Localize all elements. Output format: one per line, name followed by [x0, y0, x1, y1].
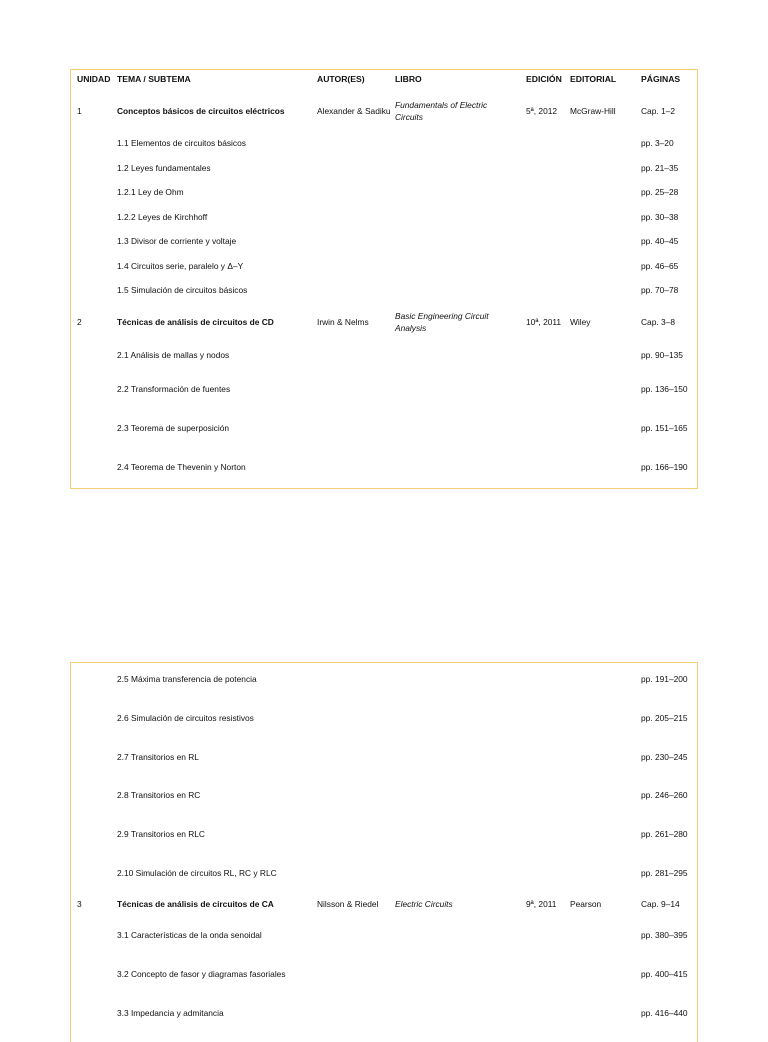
cell-tema: 2.6 Simulación de circuitos resistivos [117, 713, 254, 723]
cell-paginas: pp. 40–45 [641, 236, 679, 246]
subtopic-row [71, 663, 697, 695]
cell-tema: Técnicas de análisis de circuitos de CA [117, 899, 274, 909]
cell-paginas: pp. 205–215 [641, 713, 688, 723]
subtopic-row [71, 699, 697, 737]
cell-autor: Alexander & Sadiku [317, 106, 391, 116]
cell-paginas: pp. 281–295 [641, 868, 688, 878]
cell-tema: 2.5 Máxima transferencia de potencia [117, 674, 257, 684]
table-header [71, 70, 697, 88]
subtopic-row [71, 205, 697, 229]
cell-editorial: Pearson [570, 899, 602, 909]
cell-tema: 1.3 Divisor de corriente y voltaje [117, 236, 237, 246]
cell-paginas: pp. 151–165 [641, 423, 688, 433]
unit-row [71, 304, 697, 340]
cell-editorial: McGraw-Hill [570, 106, 616, 116]
header-editorial: EDITORIAL [570, 74, 617, 84]
header-autor: AUTOR(ES) [317, 74, 365, 84]
header-edicion: EDICIÓN [526, 74, 562, 84]
cell-libro: Electric Circuits [395, 899, 453, 909]
table-page-1 [70, 69, 698, 489]
cell-paginas: pp. 166–190 [641, 462, 688, 472]
header-unidad: UNIDAD [77, 74, 111, 84]
cell-tema: 1.2 Leyes fundamentales [117, 163, 211, 173]
cell-tema: 1.4 Circuitos serie, paralelo y Δ–Y [117, 261, 244, 271]
table-page-2 [70, 662, 698, 1042]
cell-paginas: pp. 230–245 [641, 752, 688, 762]
cell-paginas: pp. 30–38 [641, 212, 679, 222]
cell-tema: 2.7 Transitorios en RL [117, 752, 199, 762]
unit-row [71, 97, 697, 125]
cell-paginas: pp. 25–28 [641, 187, 679, 197]
cell-paginas: pp. 70–78 [641, 285, 679, 295]
subtopic-row [71, 738, 697, 776]
cell-unit: 2 [77, 317, 82, 327]
cell-paginas: pp. 46–65 [641, 261, 679, 271]
cell-tema: 1.1 Elementos de circuitos básicos [117, 138, 246, 148]
subtopic-row [71, 370, 697, 408]
subtopic-row [71, 776, 697, 814]
subtopic-row [71, 448, 697, 486]
cell-paginas: pp. 246–260 [641, 790, 688, 800]
cell-paginas: pp. 261–280 [641, 829, 688, 839]
cell-tema: 1.2.2 Leyes de Kirchhoff [117, 212, 208, 222]
header-libro: LIBRO [395, 74, 422, 84]
subtopic-row [71, 916, 697, 954]
cell-autor: Nilsson & Riedel [317, 899, 379, 909]
cell-tema: 3.2 Concepto de fasor y diagramas fasoriales [117, 969, 286, 979]
cell-tema: 2.2 Transformación de fuentes [117, 384, 231, 394]
subtopic-row [71, 994, 697, 1032]
cell-tema: 2.1 Análisis de mallas y nodos [117, 350, 230, 360]
cell-tema: 2.4 Teorema de Thevenin y Norton [117, 462, 246, 472]
unit-row [71, 893, 697, 915]
cell-edicion: 9ª, 2011 [526, 899, 557, 909]
cell-paginas: pp. 416–440 [641, 1008, 688, 1018]
cell-tema: Conceptos básicos de circuitos eléctricos [117, 106, 285, 116]
cell-tema: Técnicas de análisis de circuitos de CD [117, 317, 274, 327]
cell-libro: Fundamentals of Electric Circuits [395, 100, 488, 122]
subtopic-row [71, 180, 697, 204]
subtopic-row [71, 854, 697, 892]
cell-autor: Irwin & Nelms [317, 317, 369, 327]
subtopic-row [71, 156, 697, 180]
header-tema: TEMA / SUBTEMA [117, 74, 191, 84]
cell-tema: 2.8 Transitorios en RC [117, 790, 201, 800]
cell-paginas: pp. 21–35 [641, 163, 679, 173]
cell-edicion: 10ª, 2011 [526, 317, 562, 327]
cell-paginas: Cap. 3–8 [641, 317, 675, 327]
subtopic-row [71, 955, 697, 993]
cell-paginas: pp. 136–150 [641, 384, 688, 394]
cell-editorial: Wiley [570, 317, 591, 327]
cell-paginas: pp. 380–395 [641, 930, 688, 940]
cell-paginas: pp. 3–20 [641, 138, 674, 148]
subtopic-row [71, 409, 697, 447]
subtopic-row [71, 131, 697, 155]
cell-tema: 3.1 Características de la onda senoidal [117, 930, 262, 940]
cell-tema: 3.3 Impedancia y admitancia [117, 1008, 224, 1018]
subtopic-row [71, 254, 697, 278]
cell-tema: 2.10 Simulación de circuitos RL, RC y RLC [117, 868, 277, 878]
cell-paginas: Cap. 9–14 [641, 899, 680, 909]
cell-unit: 3 [77, 899, 82, 909]
cell-tema: 2.9 Transitorios en RLC [117, 829, 205, 839]
cell-paginas: pp. 191–200 [641, 674, 688, 684]
cell-tema: 1.2.1 Ley de Ohm [117, 187, 184, 197]
cell-unit: 1 [77, 106, 82, 116]
cell-edicion: 5ª, 2012 [526, 106, 558, 116]
subtopic-row [71, 341, 697, 369]
subtopic-row [71, 815, 697, 853]
cell-tema: 2.3 Teorema de superposición [117, 423, 230, 433]
cell-paginas: pp. 400–415 [641, 969, 688, 979]
header-paginas: PÁGINAS [641, 74, 681, 84]
cell-libro: Basic Engineering Circuit Analysis [395, 311, 489, 333]
subtopic-row [71, 278, 697, 302]
cell-tema: 1.5 Simulación de circuitos básicos [117, 285, 248, 295]
subtopic-row [71, 229, 697, 253]
cell-paginas: Cap. 1–2 [641, 106, 675, 116]
cell-paginas: pp. 90–135 [641, 350, 683, 360]
